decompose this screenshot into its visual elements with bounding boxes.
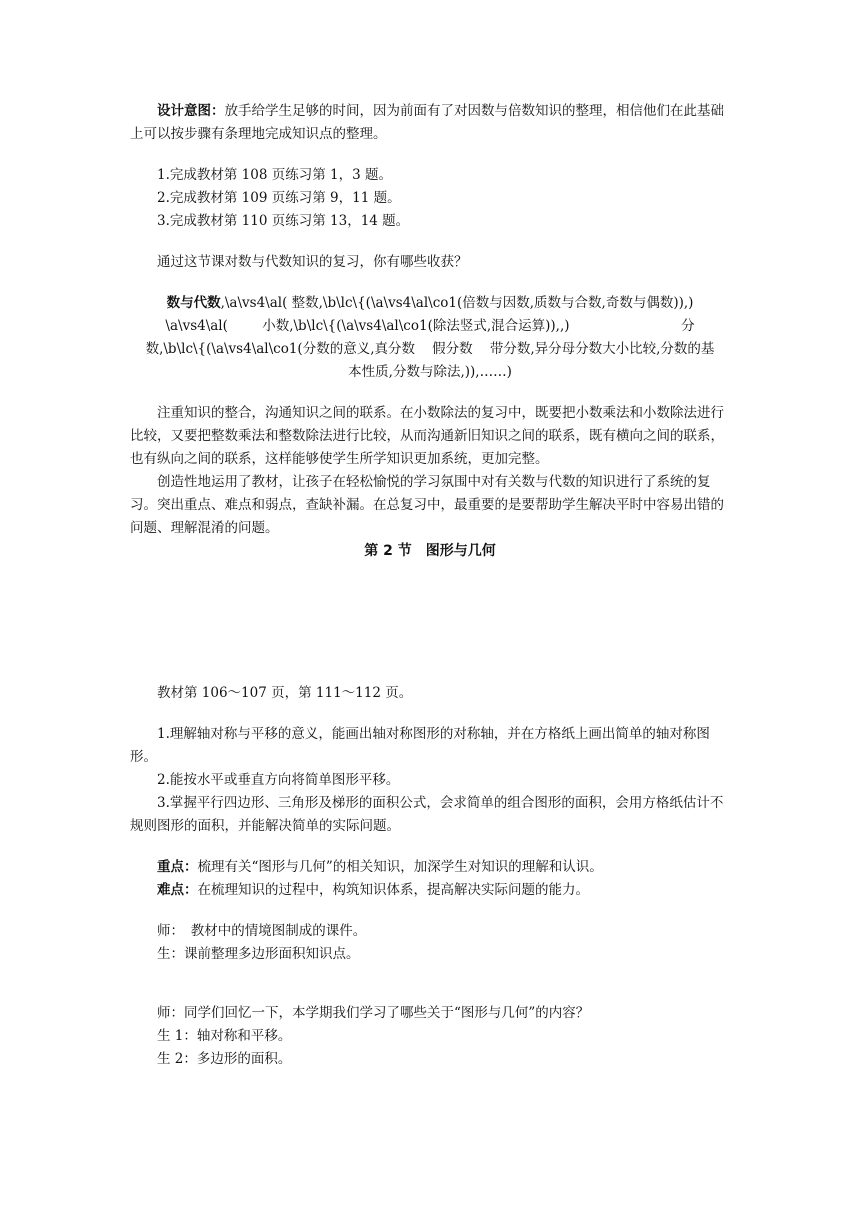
student-preparation: 生：课前整理多边形面积知识点。 bbox=[157, 946, 360, 962]
reflection-paragraph: 注重知识的整合，沟通知识之间的联系。在小数除法的复习中，既要把小数乘法和小数除法进行比较，又要把整数乘法和整数除法进行比较，从而沟通新旧知识之间的联系，既有横向之间的联系，也有纵向之间的联系，这样能够使学生所学知识更加系统，更加完整。 bbox=[130, 405, 724, 467]
document-page bbox=[130, 100, 730, 1071]
objective-item: 1.理解轴对称与平移的意义，能画出轴对称图形的对称轴，并在方格纸上画出简单的轴对称图形。 bbox=[130, 726, 710, 765]
exercise-item: 2.完成教材第 109 页练习第 9，11 题。 bbox=[157, 190, 401, 206]
key-point-label: 重点： bbox=[157, 859, 198, 875]
textbook-pages: 教材第 106～107 页，第 111～112 页。 bbox=[157, 685, 413, 701]
formula-line: 数,\b\lc\{(\a\vs4\al\co1(分数的意义,真分数 假分数 带分数,异分母分数大小比较,分数的基 bbox=[145, 341, 715, 357]
formula-line: \a\vs4\al( 小数,\b\lc\{(\a\vs4\al\co1(除法竖式,混合运算)),,) 分 bbox=[165, 318, 695, 334]
objective-item: 2.能按水平或垂直方向将简单图形平移。 bbox=[157, 772, 400, 788]
exercise-item: 3.完成教材第 110 页练习第 13，14 题。 bbox=[157, 213, 410, 229]
dialogue-line: 师：同学们回忆一下，本学期我们学习了哪些关于“图形与几何”的内容？ bbox=[157, 1005, 590, 1021]
design-intent-label: 设计意图： bbox=[157, 103, 225, 119]
reflection-paragraph: 创造性地运用了教材，让孩子在轻松愉悦的学习氛围中对有关数与代数的知识进行了系统的复习。突出重点、难点和弱点，查缺补漏。在总复习中，最重要的是要帮助学生解决平时中容易出错的问题、理解混淆的问题。 bbox=[130, 474, 724, 536]
key-point bbox=[130, 856, 730, 879]
difficult-point bbox=[130, 879, 730, 902]
difficult-point-text: 在梳理知识的过程中，构筑知识体系，提高解决实际问题的能力。 bbox=[197, 882, 589, 898]
reflection-question: 通过这节课对数与代数知识的复习，你有哪些收获？ bbox=[157, 254, 468, 270]
teacher-preparation: 师： 教材中的情境图制成的课件。 bbox=[157, 923, 367, 939]
exercise-item: 1.完成教材第 108 页练习第 1，3 题。 bbox=[157, 167, 392, 183]
dialogue-line: 生 2：多边形的面积。 bbox=[157, 1051, 292, 1067]
difficult-point-label: 难点： bbox=[157, 882, 198, 898]
formula-line: 本性质,分数与除法,)),……) bbox=[348, 364, 512, 380]
knowledge-structure-formula bbox=[130, 292, 730, 384]
section-title: 第 2 节 图形与几何 bbox=[364, 543, 496, 559]
formula-lead: 数与代数 bbox=[166, 295, 221, 311]
objective-item: 3.掌握平行四边形、三角形及梯形的面积公式，会求简单的组合图形的面积，会用方格纸估计不规则图形的面积，并能解决简单的实际问题。 bbox=[130, 795, 724, 834]
key-point-text: 梳理有关“图形与几何”的相关知识，加深学生对知识的理解和认识。 bbox=[197, 859, 603, 875]
design-intent-text: 放手给学生足够的时间，因为前面有了对因数与倍数知识的整理，相信他们在此基础上可以按步骤有条理地完成知识点的整理。 bbox=[130, 103, 724, 142]
design-intent-paragraph bbox=[130, 100, 730, 146]
formula-line: ,\a\vs4\al( 整数,\b\lc\{(\a\vs4\al\co1(倍数与因数,质数与合数,奇数与偶数)),) bbox=[220, 295, 694, 311]
dialogue-line: 生 1：轴对称和平移。 bbox=[157, 1028, 292, 1044]
